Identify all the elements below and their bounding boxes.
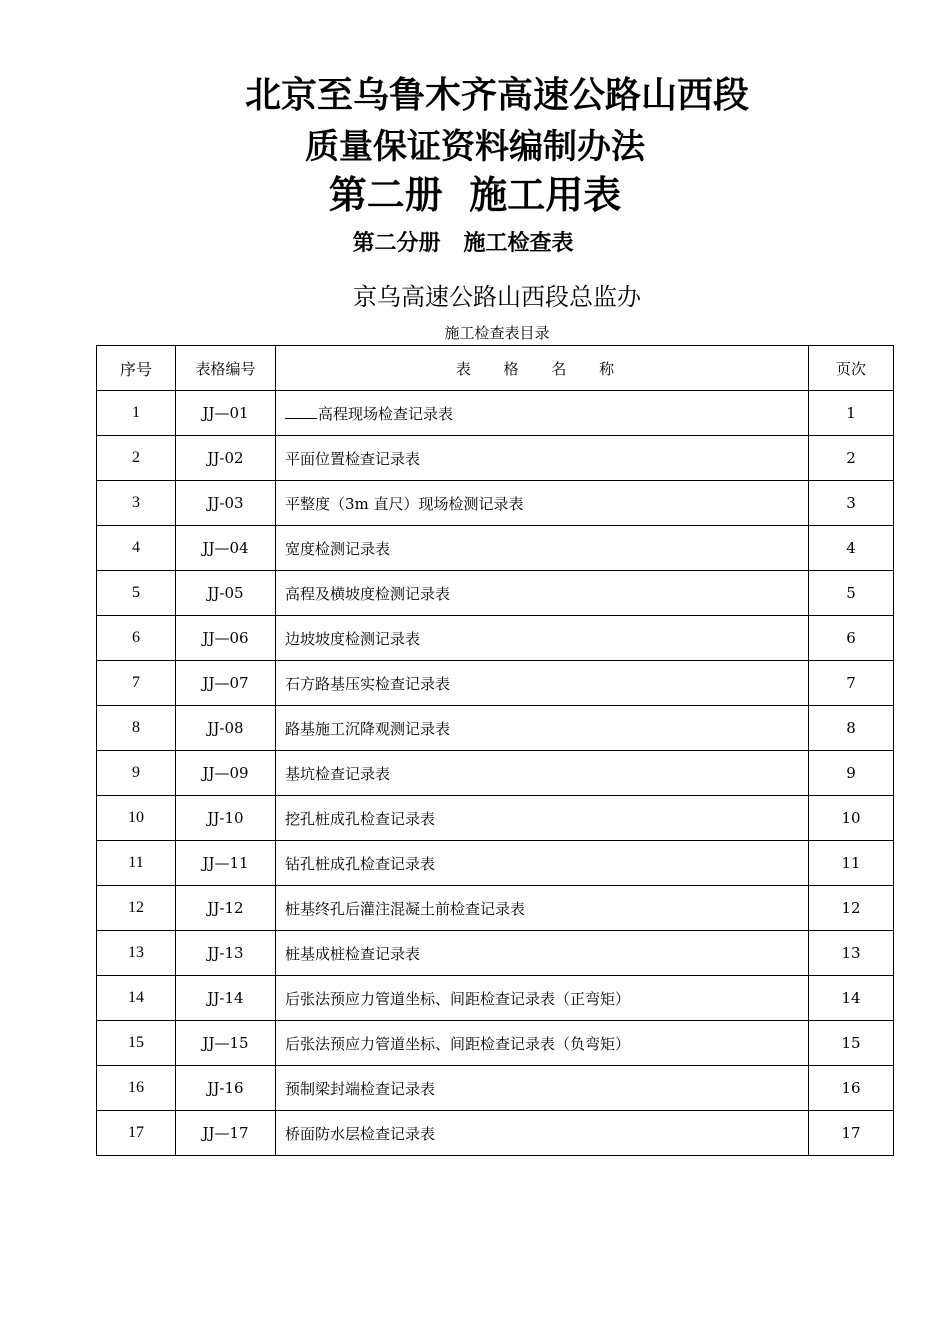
row-seq-cell: 16 <box>97 1066 176 1111</box>
row-seq-cell: 15 <box>97 1021 176 1066</box>
row-code-cell: JJ—01 <box>176 391 276 436</box>
row-name-cell: 平整度（3m 直尺）现场检测记录表 <box>276 481 809 526</box>
row-page-cell: 16 <box>809 1066 894 1111</box>
row-name-cell: 后张法预应力管道坐标、间距检查记录表（正弯矩） <box>276 976 809 1021</box>
row-page-cell: 5 <box>809 571 894 616</box>
document-title-line-3: 第二册 施工用表 <box>328 173 622 217</box>
row-seq-cell: 8 <box>97 706 176 751</box>
table-row <box>97 976 894 1021</box>
table-row <box>97 571 894 616</box>
row-code-cell: JJ-08 <box>176 706 276 751</box>
row-seq-cell: 6 <box>97 616 176 661</box>
table-row <box>97 661 894 706</box>
row-page-cell: 15 <box>809 1021 894 1066</box>
row-page-cell: 4 <box>809 526 894 571</box>
row-seq-cell: 11 <box>97 841 176 886</box>
row-code-cell: JJ—04 <box>176 526 276 571</box>
header-seq: 序号 <box>97 346 176 391</box>
row-seq-cell: 12 <box>97 886 176 931</box>
row-code-cell: JJ—09 <box>176 751 276 796</box>
catalog-caption: 施工检查表目录 <box>444 324 550 342</box>
header-code: 表格编号 <box>176 346 276 391</box>
row-seq-cell: 2 <box>97 436 176 481</box>
row-seq-cell: 14 <box>97 976 176 1021</box>
row-code-cell: JJ-13 <box>176 931 276 976</box>
row-page-cell: 12 <box>809 886 894 931</box>
table-row <box>97 796 894 841</box>
row-page-cell: 8 <box>809 706 894 751</box>
row-name-cell: 钻孔桩成孔检查记录表 <box>276 841 809 886</box>
row-page-cell: 17 <box>809 1111 894 1156</box>
table-row <box>97 751 894 796</box>
table-row <box>97 481 894 526</box>
table-row <box>97 526 894 571</box>
row-name-cell: 预制梁封端检查记录表 <box>276 1066 809 1111</box>
row-name-cell: 路基施工沉降观测记录表 <box>276 706 809 751</box>
row-seq-cell: 10 <box>97 796 176 841</box>
row-name-cell: 后张法预应力管道坐标、间距检查记录表（负弯矩） <box>276 1021 809 1066</box>
row-page-cell: 9 <box>809 751 894 796</box>
row-name-cell <box>276 391 809 436</box>
row-code-cell: JJ-16 <box>176 1066 276 1111</box>
row-name-cell: 桥面防水层检查记录表 <box>276 1111 809 1156</box>
row-code-cell: JJ-02 <box>176 436 276 481</box>
table-row <box>97 1111 894 1156</box>
row-code-cell: JJ-14 <box>176 976 276 1021</box>
catalog-table <box>96 345 894 1156</box>
row-seq-cell: 3 <box>97 481 176 526</box>
row-code-cell: JJ—06 <box>176 616 276 661</box>
row-seq-cell: 1 <box>97 391 176 436</box>
row-code-cell: JJ-10 <box>176 796 276 841</box>
table-row <box>97 706 894 751</box>
table-row <box>97 436 894 481</box>
row-code-cell: JJ-12 <box>176 886 276 931</box>
table-header-row <box>97 346 894 391</box>
row-page-cell: 6 <box>809 616 894 661</box>
row-name-cell: 基坑检查记录表 <box>276 751 809 796</box>
row-page-cell: 14 <box>809 976 894 1021</box>
row-page-cell: 11 <box>809 841 894 886</box>
row-name-cell: 宽度检测记录表 <box>276 526 809 571</box>
row-seq-cell: 4 <box>97 526 176 571</box>
row-seq-cell: 7 <box>97 661 176 706</box>
row-seq-cell: 13 <box>97 931 176 976</box>
row-page-cell: 10 <box>809 796 894 841</box>
row-page-cell: 2 <box>809 436 894 481</box>
row-page-cell: 7 <box>809 661 894 706</box>
table-row <box>97 1066 894 1111</box>
document-title-line-1: 北京至乌鲁木齐高速公路山西段 <box>244 75 749 116</box>
row-code-cell: JJ—07 <box>176 661 276 706</box>
row-code-cell: JJ—17 <box>176 1111 276 1156</box>
row-code-cell: JJ—11 <box>176 841 276 886</box>
header-page: 页次 <box>809 346 894 391</box>
row-name-cell: 平面位置检查记录表 <box>276 436 809 481</box>
table-row <box>97 931 894 976</box>
header-name: 表 格 名 称 <box>276 346 809 391</box>
row-code-cell: JJ-05 <box>176 571 276 616</box>
row-page-cell: 13 <box>809 931 894 976</box>
document-subtitle: 第二分册 施工检查表 <box>352 231 574 256</box>
row-page-cell: 1 <box>809 391 894 436</box>
row-name-cell: 边坡坡度检测记录表 <box>276 616 809 661</box>
row-name-cell: 高程及横坡度检测记录表 <box>276 571 809 616</box>
document-title-line-2: 质量保证资料编制办法 <box>305 127 645 167</box>
table-body <box>97 391 894 1156</box>
table-row <box>97 616 894 661</box>
row-name-cell: 桩基终孔后灌注混凝土前检查记录表 <box>276 886 809 931</box>
row-code-cell: JJ-03 <box>176 481 276 526</box>
issuer-name: 京乌高速公路山西段总监办 <box>353 283 641 311</box>
row-seq-cell: 9 <box>97 751 176 796</box>
table-row <box>97 1021 894 1066</box>
table-row <box>97 841 894 886</box>
row-name-cell: 桩基成桩检查记录表 <box>276 931 809 976</box>
row-name-text: 高程现场检查记录表 <box>318 404 454 423</box>
fill-in-blank-line <box>285 404 317 419</box>
row-page-cell: 3 <box>809 481 894 526</box>
row-seq-cell: 5 <box>97 571 176 616</box>
row-code-cell: JJ—15 <box>176 1021 276 1066</box>
row-name-cell: 挖孔桩成孔检查记录表 <box>276 796 809 841</box>
row-seq-cell: 17 <box>97 1111 176 1156</box>
table-row <box>97 391 894 436</box>
table-row <box>97 886 894 931</box>
row-name-cell: 石方路基压实检查记录表 <box>276 661 809 706</box>
